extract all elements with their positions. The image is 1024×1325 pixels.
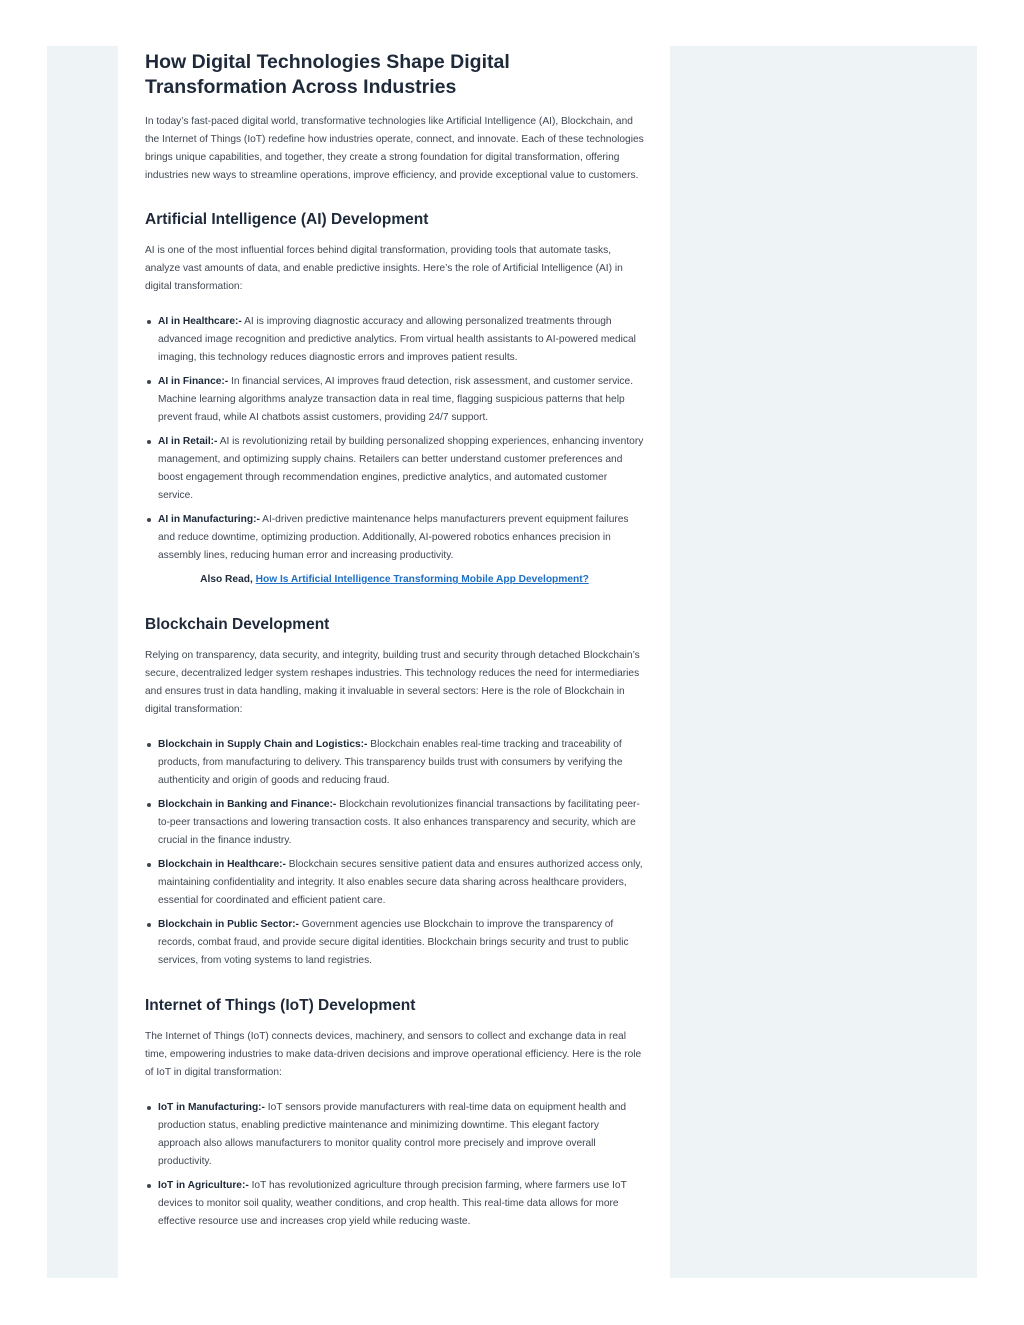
list-item-text: Blockchain revolutionizes financial transactions by facilitating peer-to-peer transactions and lowering transaction costs. It also enhances transparency and security, which are crucial in the finance industry. — [158, 799, 640, 846]
list-item-text: In financial services, AI improves fraud detection, risk assessment, and customer service. Machine learning algorithms analyze transaction data in real time, flagging suspicious patterns that help prevent fraud, while AI chatbots assist customers, providing 24/7 support. — [158, 376, 634, 423]
list-item-text: AI is improving diagnostic accuracy and allowing personalized treatments through advanced image recognition and predictive analytics. From virtual health assistants to AI-powered medical imaging, this technology reduces diagnostic errors and improves patient results. — [158, 316, 636, 363]
list-item-label: AI in Manufacturing:- — [158, 514, 260, 525]
list-item — [158, 313, 644, 367]
section-paragraph-ai: AI is one of the most influential forces behind digital transformation, providing tools that automate tasks, analyze vast amounts of data, and enable predictive insights. Here’s the role of Artificial Intelligence (AI) in digital transformation: — [145, 245, 623, 292]
section-heading-iot: Internet of Things (IoT) Development — [145, 997, 416, 1014]
also-read-prefix: Also Read, — [200, 574, 256, 585]
list-item — [158, 373, 644, 427]
list-item-label: AI in Retail:- — [158, 436, 218, 447]
intro-paragraph: In today’s fast-paced digital world, transformative technologies like Artificial Intelligence (AI), Blockchain, and the Internet of Things (IoT) redefine how industries operate, connect, and innovate. Each of these technologies brings unique capabilities, and together, they create a strong foundation for digital transformation, offering industries new ways to streamline operations, improve efficiency, and provide exceptional value to customers. — [145, 116, 644, 181]
list-item — [158, 511, 644, 565]
list-item — [158, 916, 644, 970]
also-read — [145, 571, 644, 589]
list-item-label: Blockchain in Supply Chain and Logistics:- — [158, 739, 368, 750]
list-item-text: Blockchain secures sensitive patient data and ensures authorized access only, maintaining confidentiality and integrity. It also enables secure data sharing across healthcare providers, essential for coordinated and efficient patient care. — [158, 859, 643, 906]
list-item-text: IoT has revolutionized agriculture through precision farming, where farmers use IoT devices to monitor soil quality, weather conditions, and crop health. This real-time data allows for more effective resource use and increases crop yield while reducing waste. — [158, 1180, 627, 1227]
section-paragraph-iot: The Internet of Things (IoT) connects devices, machinery, and sensors to collect and exchange data in real time, empowering industries to make data-driven decisions and improve operational efficiency. Here is the role of IoT in digital transformation: — [145, 1031, 642, 1078]
also-read-link[interactable]: How Is Artificial Intelligence Transforming Mobile App Development? — [255, 574, 589, 585]
list-item — [158, 433, 644, 505]
page-title: How Digital Technologies Shape Digital Transformation Across Industries — [145, 51, 510, 98]
list-item-text: AI-driven predictive maintenance helps manufacturers prevent equipment failures and reduce downtime, optimizing production. Additionally, AI-powered robotics enhances precision in assembly lines, reducing human error and increasing productivity. — [158, 514, 629, 561]
section-paragraph-blockchain: Relying on transparency, data security, and integrity, building trust and security through detached Blockchain’s secure, decentralized ledger system reshapes industries. This technology reduces the need for intermediaries and ensures trust in data handling, making it invaluable in several sectors: Here is the role of Blockchain in digital transformation: — [145, 650, 640, 715]
ai-list — [145, 313, 644, 565]
list-item-text: AI is revolutionizing retail by building personalized shopping experiences, enhancing inventory management, and optimizing supply chains. Retailers can better understand customer preferences and boost engagement through recommendation engines, predictive analytics, and automated customer service. — [158, 436, 644, 501]
list-item — [158, 736, 644, 790]
list-item-label: IoT in Agriculture:- — [158, 1180, 249, 1191]
list-item-label: Blockchain in Healthcare:- — [158, 859, 286, 870]
list-item-label: Blockchain in Banking and Finance:- — [158, 799, 337, 810]
list-item-text: IoT sensors provide manufacturers with real-time data on equipment health and production status, enabling predictive maintenance and minimizing downtime. This elegant factory approach also allows manufacturers to monitor quality control more precisely and improve overall productivity. — [158, 1102, 627, 1167]
list-item — [158, 796, 644, 850]
iot-list — [145, 1099, 644, 1231]
list-item-text: Government agencies use Blockchain to improve the transparency of records, combat fraud, and provide secure digital identities. Blockchain brings security and trust to public services, from voting systems to land registries. — [158, 919, 629, 966]
section-heading-ai: Artificial Intelligence (AI) Development — [145, 211, 429, 228]
blockchain-list — [145, 736, 644, 970]
list-item-text: Blockchain enables real-time tracking and traceability of products, from manufacturing to delivery. This transparency builds trust with consumers by verifying the authenticity and origin of goods and reducing fraud. — [158, 739, 623, 786]
list-item — [158, 1099, 644, 1171]
list-item — [158, 1177, 644, 1231]
list-item-label: AI in Healthcare:- — [158, 316, 242, 327]
list-item — [158, 856, 644, 910]
list-item-label: AI in Finance:- — [158, 376, 229, 387]
list-item-label: Blockchain in Public Sector:- — [158, 919, 299, 930]
section-heading-blockchain: Blockchain Development — [145, 616, 330, 633]
list-item-label: IoT in Manufacturing:- — [158, 1102, 265, 1113]
article-content — [118, 46, 670, 1278]
